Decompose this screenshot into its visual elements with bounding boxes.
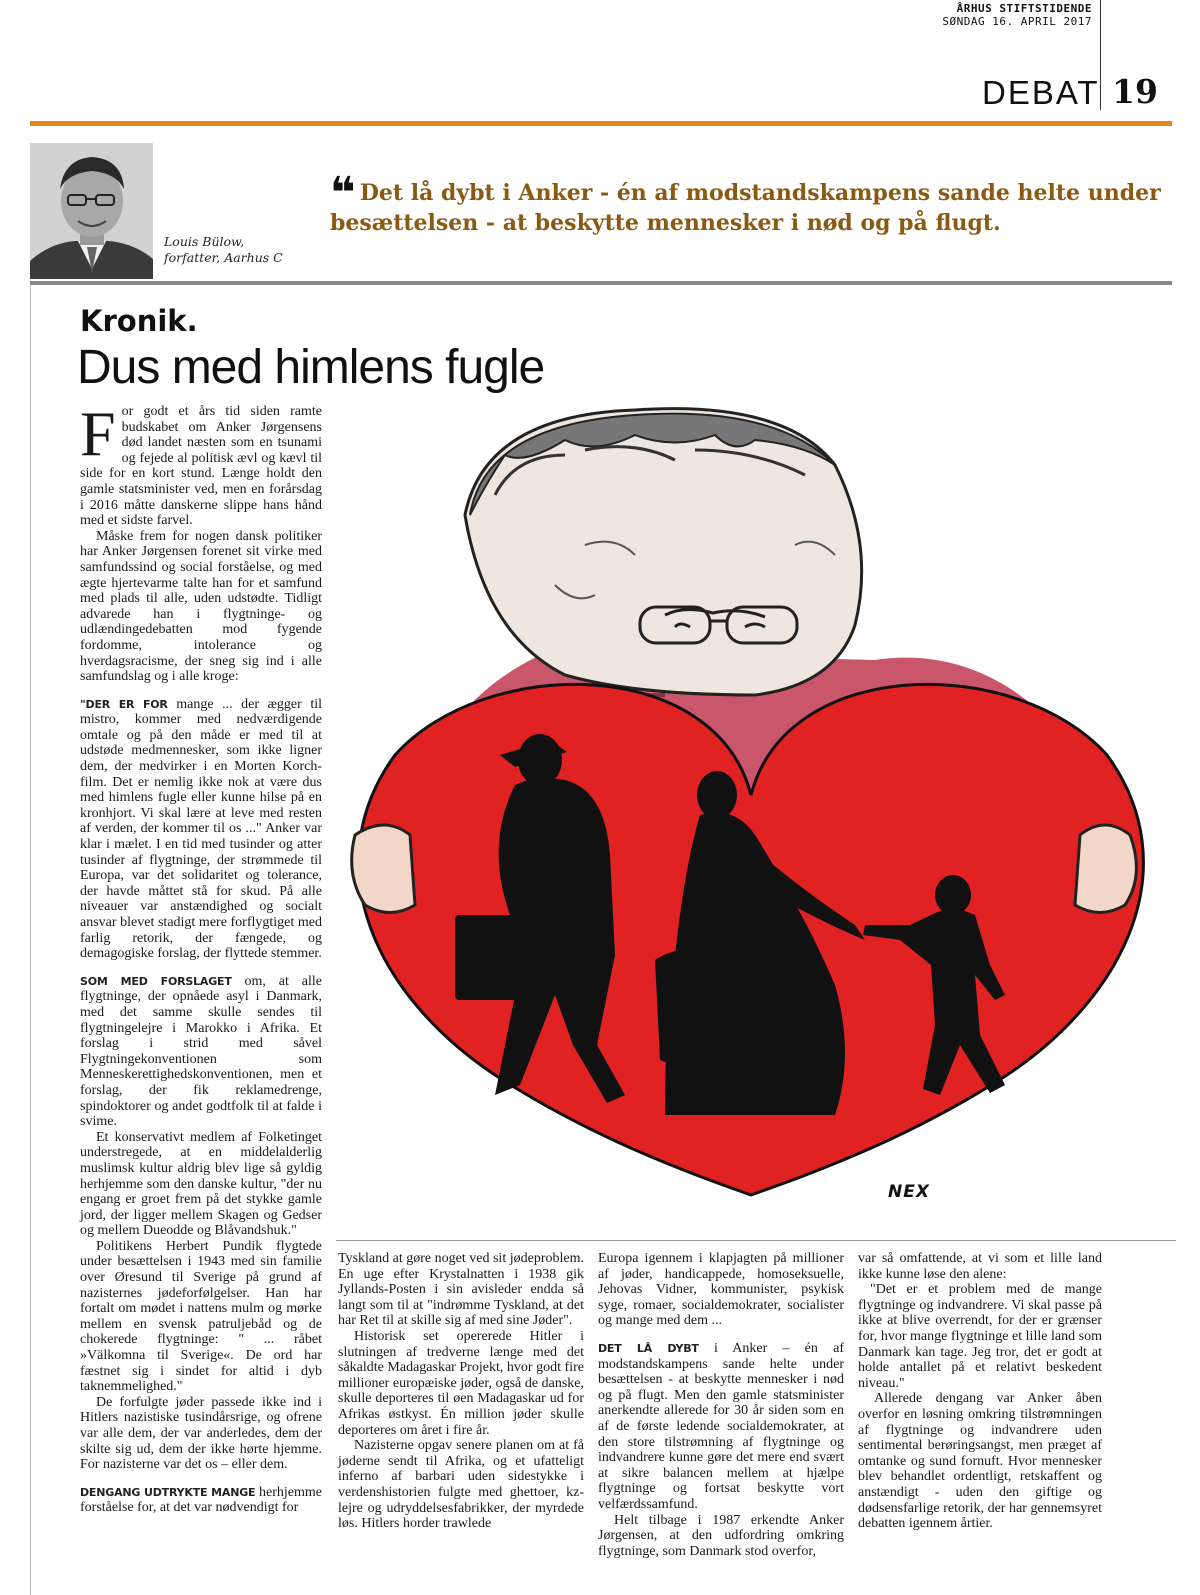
article-headline: Dus med himlens fugle	[77, 341, 545, 394]
paper-name: ÅRHUS STIFTSTIDENDE	[956, 2, 1092, 15]
author-byline	[164, 234, 283, 266]
author-name: Louis Bülow,	[164, 234, 245, 249]
quote-mark-icon: ❝	[330, 168, 356, 219]
paragraph: Europa igennem i klapjagten på millioner af jøder, handicappede, homoseksuelle, Jehovas Vidner, kommunister, psykisk syge, romaer, socialdemokrater, socialister og mange med dem ...	[598, 1251, 844, 1329]
paragraph: "DER ER FOR mange ... der ægger til mistro, kommer med nedværdigende omtale og på den måde er med til at udstøde medmennesker, som ikke ligner dem, der medvirker i en Morten Korch-film. Det er nemlig ikke nok at være dus med himlens fugle eller kunne hilse på en kronhjort. Vi skal lære at leve med resten af verden, der kommer til os ..." Anker var klar i mælet. I en tid med tusinder og atter tusinder af flygtninge, der strømmede til Europa, var det solidaritet og tolerance, der havde måttet stå for skud. På alle niveauer var anstændighed og socialt ansvar blevet stadigt mere forflygtiget med farlig retorik, der fængede, og demagogiske forslag, der flyttede stemmer.	[80, 696, 322, 962]
pull-quote-text: Det lå dybt i Anker - én af modstandskampens sande helte under besættelsen - at beskytte mennesker i nød og på flugt.	[330, 180, 1161, 236]
paragraph: De forfulgte jøder passede ikke ind i Hitlers nazistiske tusindårsrige, og ofrene var alle dem, der var anderledes, dem der skilte sig ud, dem der ikke hørte hjemme. For nazisterne var det os – eller dem.	[80, 1394, 322, 1473]
pull-quote	[330, 168, 1175, 238]
masthead	[942, 2, 1092, 28]
illustrator-signature: NEX	[888, 1182, 930, 1202]
paragraph: For godt et års tid siden ramte budskabet om Anker Jørgensens død landet næsten som en tsunami og fejede al politisk ævl og kævl til side for en kort stund. Længe holdt den gamle statsminister ved, men en forårsdag i 2016 måtte danskerne slippe hans hånd med et sidste farvel.	[80, 398, 322, 529]
paragraph: Nazisterne opgav senere planen om at få jøderne sendt til Afrika, og et ufatteligt inferno af barbari uden sidestykke i verdenshistorien fulgte med ghettoer, kz-lejre og udryddelsesfabrikker, der myrdede løs. Hitlers horder trawlede	[338, 1438, 584, 1532]
article-kicker: Kronik.	[80, 304, 198, 338]
column-rule	[30, 285, 31, 1595]
section-name: DEBAT	[982, 74, 1100, 111]
author-photo	[30, 143, 153, 279]
paragraph: Et konservativt medlem af Folketinget understregede, at en middelalderlig muslimsk kultur aldrig blev lige så gyldig herhjemme som den danske kultur, "der nu engang er groet frem på det stykke gamle jord, der ligger mellem Skagen og Gedser og mellem Dueodde og Blåvandshuk."	[80, 1129, 322, 1239]
paragraph: Politikens Herbert Pundik flygtede under besættelsen i 1943 med sin familie over Øresund til Sverige på grund af nazisternes jødeforfølgelser. Han har fortalt om mødet i nattens mulm og mørke mellem en svensk patruljebåd og de chokerede flygtninge: " ... råbet »Välkomna til Sverige«. De ord har fæstnet sig i sindet for altid i dyb taknemmelighed."	[80, 1238, 322, 1395]
article-column-3	[598, 1251, 844, 1559]
paragraph: DENGANG UDTRYKTE MANGE herhjemme forståelse for, at det var nødvendigt for	[80, 1484, 322, 1516]
issue-date: SØNDAG 16. APRIL 2017	[942, 15, 1092, 28]
header-rule	[30, 281, 1172, 285]
paragraph: "Det er et problem med de mange flygtninge og indvandrere. Vi skal passe på ikke at blive overrendt, for der er grænser for, hvor mange flygtninge et lille land som Danmark kan tage. Jeg tror, det er godt at holde antallet på et relativt beskedent niveau."	[858, 1282, 1102, 1391]
paragraph: Helt tilbage i 1987 erkendte Anker Jørgensen, at den udfordring omkring flygtninge, som Danmark stod overfor,	[598, 1512, 844, 1559]
paragraph: Tyskland at gøre noget ved sit jødeproblem. En uge efter Krystalnatten i 1938 gik Jyllands-Posten i sin avisleder endda så langt som til at "indrømme Tyskland, at det har Ret til at skille sig af med sine Jøder".	[338, 1251, 584, 1329]
drop-cap: F	[80, 398, 116, 469]
section-rule	[30, 121, 1172, 126]
paragraph: DET LÅ DYBT i Anker – én af modstandskampens sande helte under besættelsen - at beskytte mennesker i nød og på flugt. Men den gamle statsminister anerkendte allerede for 30 år siden som en af de første ledende socialdemokrater, at den store tilstrømning af flygtninge og indvandrere kunne gøre det mere end svært at sikre balancen mellem at hjælpe flygtninge og fortsat beskytte vort velfærdssamfund.	[598, 1340, 844, 1512]
illustration	[335, 395, 1165, 1205]
paragraph: Måske frem for nogen dansk politiker har Anker Jørgensen forenet sit virke med samfundssind og social forståelse, og med ægte hjertevarme talte han for et samfund med plads til alle, uden udstødte. Tidligt advarede han i flygtninge- og udlændingedebatten mod fygende fordomme, intolerance og hverdagsracisme, der sneg sig ind i alle samfundslag og i alle kroge:	[80, 528, 322, 685]
article-column-4	[858, 1251, 1102, 1532]
article-column-2	[338, 1251, 584, 1532]
paragraph: Allerede dengang var Anker åben overfor en løsning omkring tilstrømningen af flygtninge og indvandrere uden sentimental berøringsangst, men præget af omtanke og sund fornuft. Hvor mennesker blev behandlet ordentligt, retskaffent og anstændigt - uden den giftige og dødsensfarlige retorik, der har gennemsyret debatten igennem årtier.	[858, 1391, 1102, 1532]
author-role: forfatter, Aarhus C	[164, 250, 283, 265]
paragraph: Historisk set opererede Hitler i slutningen af tredverne længe med det såkaldte Madagaskar Projekt, hvor godt fire millioner europæiske jøder, også de danske, skulle deporteres til øen Madagaskar ud for Afrikas østkyst. Én million jøder skulle deporteres om året i fire år.	[338, 1328, 584, 1438]
paragraph: var så omfattende, at vi som et lille land ikke kunne løse den alene:	[858, 1251, 1102, 1282]
illustration-rule	[336, 1240, 1176, 1241]
page-number: 19	[1112, 72, 1158, 111]
header-divider	[1100, 0, 1101, 110]
paragraph: SOM MED FORSLAGET om, at alle flygtninge, der opnåede asyl i Danmark, med det samme skulle sendes til flygtningelejre i Marokko i Afrika. Et forslag i strid med såvel Flygtningekonventionen som Menneskerettighedskonventionen, men et forslag, der fik reklamedrenge, spindoktorer og andet godtfolk til at falde i svime.	[80, 973, 322, 1130]
article-column-1	[80, 398, 322, 1516]
